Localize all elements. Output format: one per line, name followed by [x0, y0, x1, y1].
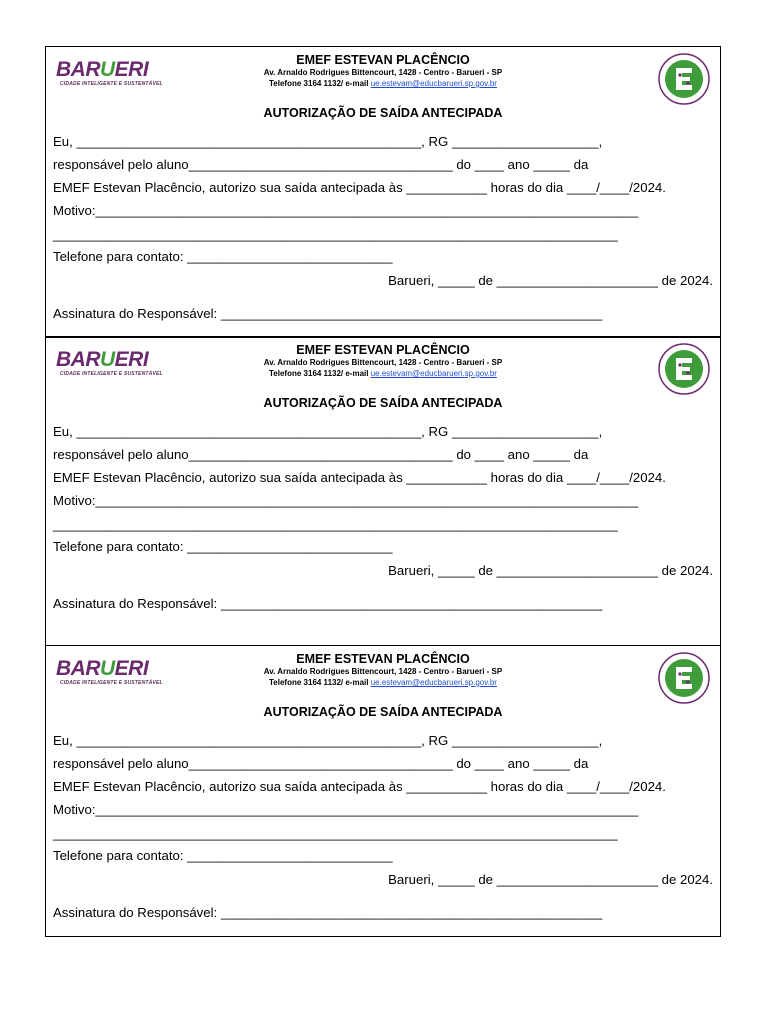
school-name: EMEF ESTEVAN PLACÊNCIO — [296, 53, 470, 67]
school-header — [46, 652, 720, 688]
school-header — [46, 343, 720, 379]
school-address: Av. Arnaldo Rodrigues Bittencourt, 1428 - Centro - Barueri - SP — [263, 667, 503, 676]
school-name: EMEF ESTEVAN PLACÊNCIO — [296, 343, 470, 357]
school-address: Av. Arnaldo Rodrigues Bittencourt, 1428 - Centro - Barueri - SP — [263, 358, 503, 367]
school-name: EMEF ESTEVAN PLACÊNCIO — [296, 652, 470, 666]
contact-phone-line: Telefone para contato: ____________________________ — [53, 539, 393, 554]
contact-phone-line: Telefone para contato: ____________________________ — [53, 848, 393, 863]
school-header — [46, 53, 720, 89]
barueri-logo: BARUERI CIDADE INTELIGENTE E SUSTENTÁVEL — [56, 657, 163, 686]
signature-line: Assinatura do Responsável: ____________________________________________________ — [53, 596, 603, 611]
document-title: AUTORIZAÇÃO DE SAÍDA ANTECIPADA — [263, 396, 503, 410]
student-line: responsável pelo aluno____________________________________ do ____ ano _____ da — [53, 756, 589, 771]
exit-time-line: EMEF Estevan Placêncio, autorizo sua saída antecipada às ___________ horas do dia ____/____/2024. — [53, 470, 666, 485]
school-address: Av. Arnaldo Rodrigues Bittencourt, 1428 - Centro - Barueri - SP — [263, 68, 503, 77]
email-link[interactable]: ue.estevam@educbarueri.sp.gov.br — [370, 79, 497, 88]
reason-line: Motivo:__________________________________________________________________________ — [53, 802, 639, 817]
reason-continuation-line: _____________________________________________________________________________ — [53, 227, 618, 242]
contact-phone-line: Telefone para contato: ____________________________ — [53, 249, 393, 264]
email-link[interactable]: ue.estevam@educbarueri.sp.gov.br — [370, 369, 497, 378]
authorization-form-1 — [45, 46, 721, 338]
school-contact: Telefone 3164 1132/ e-mail ue.estevam@educbarueri.sp.gov.br — [269, 79, 497, 88]
school-seal-icon — [658, 343, 710, 395]
date-line: Barueri, _____ de ______________________ de 2024. — [388, 563, 713, 578]
signature-line: Assinatura do Responsável: ____________________________________________________ — [53, 306, 603, 321]
student-line: responsável pelo aluno____________________________________ do ____ ano _____ da — [53, 157, 589, 172]
barueri-logo: BARUERI CIDADE INTELIGENTE E SUSTENTÁVEL — [56, 58, 163, 87]
barueri-logo: BARUERI CIDADE INTELIGENTE E SUSTENTÁVEL — [56, 348, 163, 377]
name-rg-line: Eu, _______________________________________________, RG ____________________, — [53, 134, 603, 149]
school-seal-icon — [658, 53, 710, 105]
email-link[interactable]: ue.estevam@educbarueri.sp.gov.br — [370, 678, 497, 687]
school-contact: Telefone 3164 1132/ e-mail ue.estevam@educbarueri.sp.gov.br — [269, 369, 497, 378]
document-title: AUTORIZAÇÃO DE SAÍDA ANTECIPADA — [263, 106, 503, 120]
name-rg-line: Eu, _______________________________________________, RG ____________________, — [53, 424, 603, 439]
document-title: AUTORIZAÇÃO DE SAÍDA ANTECIPADA — [263, 705, 503, 719]
date-line: Barueri, _____ de ______________________ de 2024. — [388, 273, 713, 288]
school-seal-icon — [658, 652, 710, 704]
date-line: Barueri, _____ de ______________________ de 2024. — [388, 872, 713, 887]
student-line: responsável pelo aluno____________________________________ do ____ ano _____ da — [53, 447, 589, 462]
authorization-form-3 — [45, 645, 721, 937]
exit-time-line: EMEF Estevan Placêncio, autorizo sua saída antecipada às ___________ horas do dia ____/____/2024. — [53, 779, 666, 794]
exit-time-line: EMEF Estevan Placêncio, autorizo sua saída antecipada às ___________ horas do dia ____/____/2024. — [53, 180, 666, 195]
school-contact: Telefone 3164 1132/ e-mail ue.estevam@educbarueri.sp.gov.br — [269, 678, 497, 687]
authorization-form-2 — [45, 336, 721, 646]
reason-continuation-line: _____________________________________________________________________________ — [53, 826, 618, 841]
reason-continuation-line: _____________________________________________________________________________ — [53, 517, 618, 532]
reason-line: Motivo:__________________________________________________________________________ — [53, 203, 639, 218]
signature-line: Assinatura do Responsável: ____________________________________________________ — [53, 905, 603, 920]
reason-line: Motivo:__________________________________________________________________________ — [53, 493, 639, 508]
name-rg-line: Eu, _______________________________________________, RG ____________________, — [53, 733, 603, 748]
